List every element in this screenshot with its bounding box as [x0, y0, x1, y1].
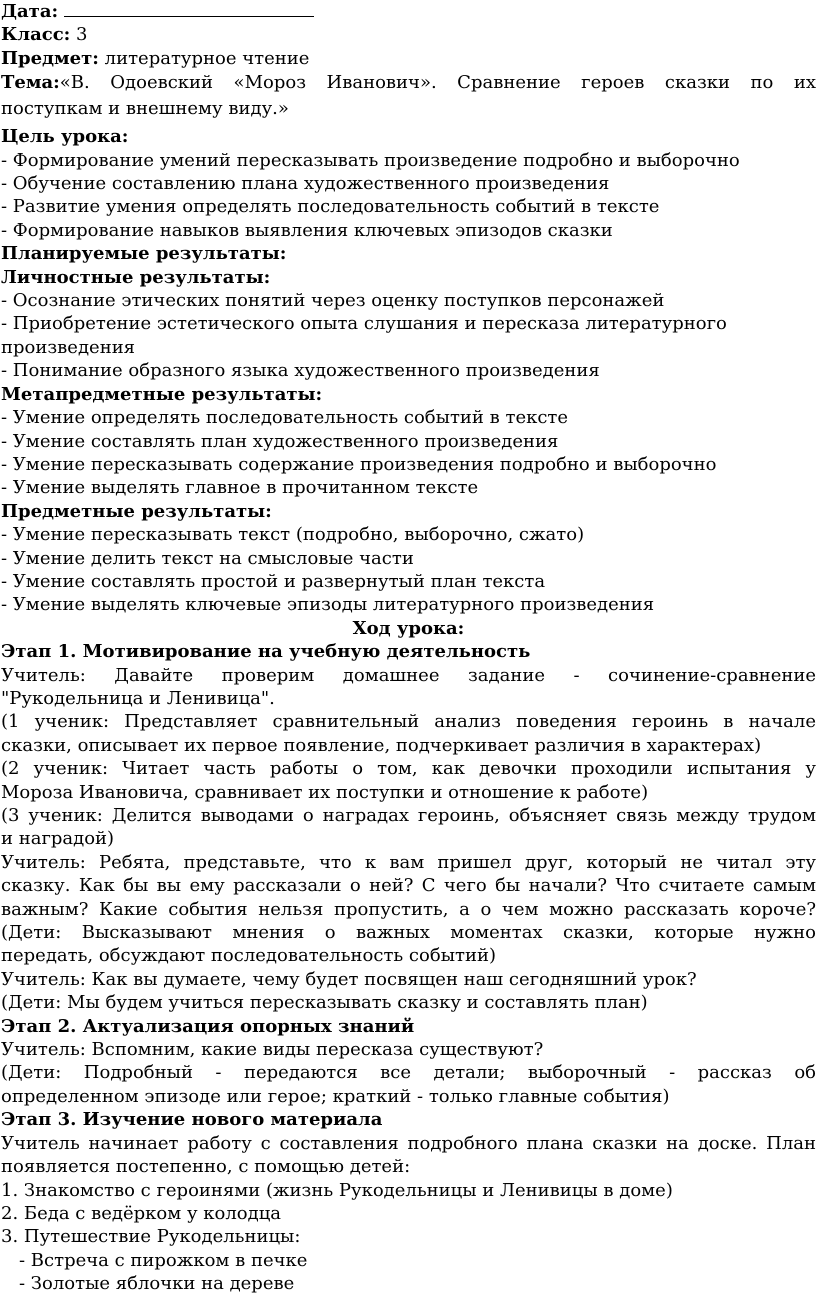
topic-line-1: «В. Одоевский «Мороз Иванович». Сравнение героев сказки по их — [59, 72, 816, 94]
stage2-content — [1, 1038, 816, 1108]
meta-results-title: Метапредметные результаты: — [1, 383, 323, 405]
meta-results-list — [1, 406, 816, 500]
stage3-text-line: 1. Знакомство с героинями (жизнь Рукодельницы и Ленивицы в доме) — [1, 1179, 673, 1201]
goals-title: Цель урока: — [1, 126, 129, 148]
subject-result-item: - Умение пересказывать текст (подробно, выборочно, сжато) — [1, 524, 585, 546]
stage2-text-line: (Дети: Подробный - передаются все детали; выборочный - рассказ об — [1, 1062, 816, 1084]
meta-result-item: - Умение определять последовательность событий в тексте — [1, 407, 569, 429]
date-row — [1, 0, 816, 23]
stage3-text-line: 3. Путешествие Рукодельницы: — [1, 1226, 301, 1248]
stage3-text-line: появляется постепенно, с помощью детей: — [1, 1156, 411, 1178]
stage1-text-line: передать, обсуждают последовательность событий) — [1, 945, 496, 967]
class-label: Класс: — [1, 24, 71, 46]
meta-result-item: - Умение составлять план художественного произведения — [1, 430, 559, 452]
stage2-text-line: определенном эпизоде или герое; краткий - только главные события) — [1, 1085, 670, 1107]
stage1-content — [1, 664, 816, 1015]
stage3-text-line: - Встреча с пирожком в печке — [19, 1249, 308, 1271]
stage3-text-line: - Золотые яблочки на дереве — [19, 1273, 295, 1295]
topic-label: Тема: — [1, 72, 60, 94]
stage1-text-line: (3 ученик: Делится выводами о наградах героинь, объясняет связь между трудом — [1, 805, 816, 826]
goal-item: - Формирование умений пересказывать произведение подробно и выборочно — [1, 149, 740, 171]
stage1-text-line: сказки, описывает их первое появление, подчеркивает различия в характерах) — [1, 734, 762, 756]
personal-result-item: - Понимание образного языка художественного произведения — [1, 360, 600, 382]
personal-result-item: - Осознание этических понятий через оценку поступков персонажей — [1, 290, 665, 312]
stage1-title: Этап 1. Мотивирование на учебную деятельность — [1, 641, 531, 663]
personal-result-item: - Приобретение эстетического опыта слушания и пересказа литературного — [1, 313, 727, 335]
class-row — [1, 23, 816, 46]
subject-label: Предмет: — [1, 47, 99, 69]
stage2-title: Этап 2. Актуализация опорных знаний — [1, 1015, 415, 1037]
stage1-text-line: (1 ученик: Представляет сравнительный анализ поведения героинь в начале — [1, 711, 816, 733]
date-label: Дата: — [1, 1, 59, 22]
meta-result-item: - Умение выделять главное в прочитанном тексте — [1, 477, 479, 499]
personal-results-list — [1, 289, 816, 383]
subject-value: литературное чтение — [104, 47, 310, 69]
date-blank-line — [64, 0, 314, 17]
stage2-text-line: Учитель: Вспомним, какие виды пересказа существуют? — [1, 1039, 544, 1061]
subject-result-item: - Умение составлять простой и развернутый план текста — [1, 570, 546, 592]
subject-results-title: Предметные результаты: — [1, 500, 272, 522]
stage1-text-line: Учитель: Ребята, представьте, что к вам пришел друг, который не читал эту — [1, 851, 816, 873]
stage1-text-line: сказку. Как бы вы ему рассказали о ней? С чего бы начали? Что считаете самым — [1, 875, 816, 897]
stage1-text-line: Учитель: Давайте проверим домашнее задание - сочинение-сравнение — [1, 664, 816, 686]
stage3-text-line: Учитель начинает работу с составления подробного плана сказки на доске. План — [1, 1132, 816, 1154]
topic-row-2 — [1, 96, 816, 122]
stage1-text-line: (Дети: Мы будем учиться пересказывать сказку и составлять план) — [1, 992, 648, 1014]
lesson-title: Ход урока: — [352, 617, 465, 639]
meta-result-item: - Умение пересказывать содержание произведения подробно и выборочно — [1, 453, 717, 475]
stage1-text-line: Учитель: Как вы думаете, чему будет посвящен наш сегодняшний урок? — [1, 968, 697, 990]
stage1-text-line: и наградой) — [1, 828, 115, 850]
goal-item: - Развитие умения определять последовательность событий в тексте — [1, 196, 660, 218]
goal-item: - Формирование навыков выявления ключевых эпизодов сказки — [1, 219, 613, 241]
personal-results-title: Личностные результаты: — [1, 266, 271, 288]
stage3-text-line: 2. Беда с ведёрком у колодца — [1, 1202, 282, 1224]
stage1-text-line: Мороза Ивановича, сравнивает их поступки и отношение к работе) — [1, 781, 649, 803]
personal-result-item: произведения — [1, 336, 136, 358]
results-title: Планируемые результаты: — [1, 243, 287, 265]
topic-row — [1, 70, 816, 96]
class-value: 3 — [76, 24, 88, 46]
stage1-text-line: "Рукодельница и Ленивица". — [1, 687, 275, 709]
stage3-title: Этап 3. Изучение нового материала — [1, 1109, 383, 1131]
subject-results-list — [1, 523, 816, 617]
subject-result-item: - Умение выделять ключевые эпизоды литературного произведения — [1, 594, 655, 616]
topic-line-2: поступкам и внешнему виду.» — [1, 98, 289, 120]
subject-result-item: - Умение делить текст на смысловые части — [1, 547, 414, 569]
subject-row — [1, 47, 816, 70]
stage1-text-line: (2 ученик: Читает часть работы о том, как девочки проходили испытания у — [1, 758, 816, 780]
stage1-text-line: (Дети: Высказывают мнения о важных моментах сказки, которые нужно — [1, 922, 816, 944]
goals-list — [1, 149, 816, 243]
goal-item: - Обучение составлению плана художественного произведения — [1, 173, 610, 195]
stage3-content — [1, 1132, 816, 1296]
stage1-text-line: важным? Какие события нельзя пропустить, а о чем можно рассказать короче? — [1, 898, 816, 920]
